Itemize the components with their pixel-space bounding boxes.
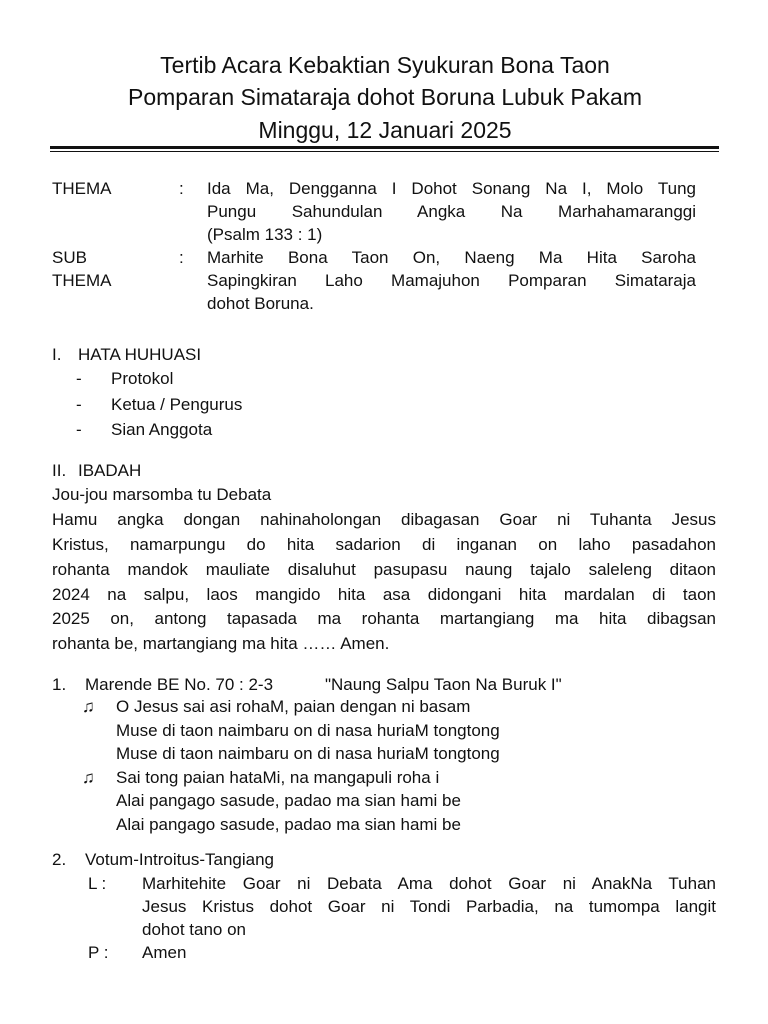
theme-line: Ida Ma, Dengganna I Dohot Sonang Na I, Molo Tung xyxy=(207,179,696,198)
document-title-line-2: Pomparan Simataraja dohot Boruna Lubuk Pakam xyxy=(128,84,642,110)
leader-line: Marhitehite Goar ni Debata Ama dohot Goar ni AnakNa Tuhan xyxy=(142,874,716,893)
subtheme-label: THEMA xyxy=(52,271,112,290)
item-2-number: 2. xyxy=(52,850,67,869)
document-date: Minggu, 12 Januari 2025 xyxy=(258,117,512,143)
subtheme-label: SUB xyxy=(52,248,87,267)
verse-line: Muse di taon naimbaru on di nasa huriaM tongtong xyxy=(116,721,500,740)
paragraph-line: Hamu angka dongan nahinaholongan dibagasan Goar ni Tuhanta Jesus xyxy=(52,510,716,529)
header-rule-thin xyxy=(50,151,719,152)
section-1-number: I. xyxy=(52,345,62,364)
subtheme-line: Marhite Bona Taon On, Naeng Ma Hita Saroha xyxy=(207,248,696,267)
leader-line: Jesus Kristus dohot Goar ni Tondi Parbadia, na tumompa langit xyxy=(142,897,716,916)
paragraph-line: 2024 na salpu, laos mangido hita asa didongani hita mardalan di taon xyxy=(52,585,716,604)
bullet-dash: - xyxy=(76,369,82,388)
bullet-dash: - xyxy=(76,420,82,439)
subtheme-line: dohot Boruna. xyxy=(207,294,314,313)
people-label: P : xyxy=(88,943,109,962)
subtheme-colon: : xyxy=(179,248,184,267)
paragraph-line: 2025 on, antong tapasada ma rohanta martangiang ma hita dibagsan xyxy=(52,609,716,628)
section-2-intro: Jou-jou marsomba tu Debata xyxy=(52,485,272,504)
verse-line: O Jesus sai asi rohaM, paian dengan ni basam xyxy=(116,697,471,716)
hymn-title: "Naung Salpu Taon Na Buruk I" xyxy=(325,675,562,694)
theme-line: Pungu Sahundulan Angka Na Marhahamaranggi xyxy=(207,202,696,221)
document-title-line-1: Tertib Acara Kebaktian Syukuran Bona Taon xyxy=(160,52,610,78)
subtheme-line: Sapingkiran Laho Mamajuhon Pomparan Simataraja xyxy=(207,271,696,290)
verse-line: Alai pangago sasude, padao ma sian hami be xyxy=(116,815,461,834)
verse-line: Alai pangago sasude, padao ma sian hami be xyxy=(116,791,461,810)
paragraph-line: rohanta be, martangiang ma hita …… Amen. xyxy=(52,634,390,653)
music-note-icon: ♫ xyxy=(82,697,95,716)
verse-line: Muse di taon naimbaru on di nasa huriaM tongtong xyxy=(116,744,500,763)
people-response: Amen xyxy=(142,943,187,962)
theme-label: THEMA xyxy=(52,179,112,198)
item-2-label: Votum-Introitus-Tangiang xyxy=(85,850,274,869)
paragraph-line: Kristus, namarpungu do hita sadarion di inganan on laho pasadahon xyxy=(52,535,716,554)
hymn-reference: Marende BE No. 70 : 2-3 xyxy=(85,675,274,694)
music-note-icon: ♫ xyxy=(82,768,95,787)
section-1-title: HATA HUHUASI xyxy=(78,345,202,364)
list-item: Ketua / Pengurus xyxy=(111,395,243,414)
theme-line: (Psalm 133 : 1) xyxy=(207,225,323,244)
header-rule-thick xyxy=(50,146,719,149)
theme-colon: : xyxy=(179,179,184,198)
list-item: Protokol xyxy=(111,369,174,388)
leader-line: dohot tano on xyxy=(142,920,246,939)
paragraph-line: rohanta mandok mauliate disaluhut pasupasu naung tajalo saleleng ditaon xyxy=(52,560,716,579)
list-item: Sian Anggota xyxy=(111,420,213,439)
section-2-number: II. xyxy=(52,461,67,480)
item-1-number: 1. xyxy=(52,675,67,694)
section-2-title: IBADAH xyxy=(78,461,142,480)
leader-label: L : xyxy=(88,874,107,893)
verse-line: Sai tong paian hataMi, na mangapuli roha i xyxy=(116,768,440,787)
bullet-dash: - xyxy=(76,395,82,414)
